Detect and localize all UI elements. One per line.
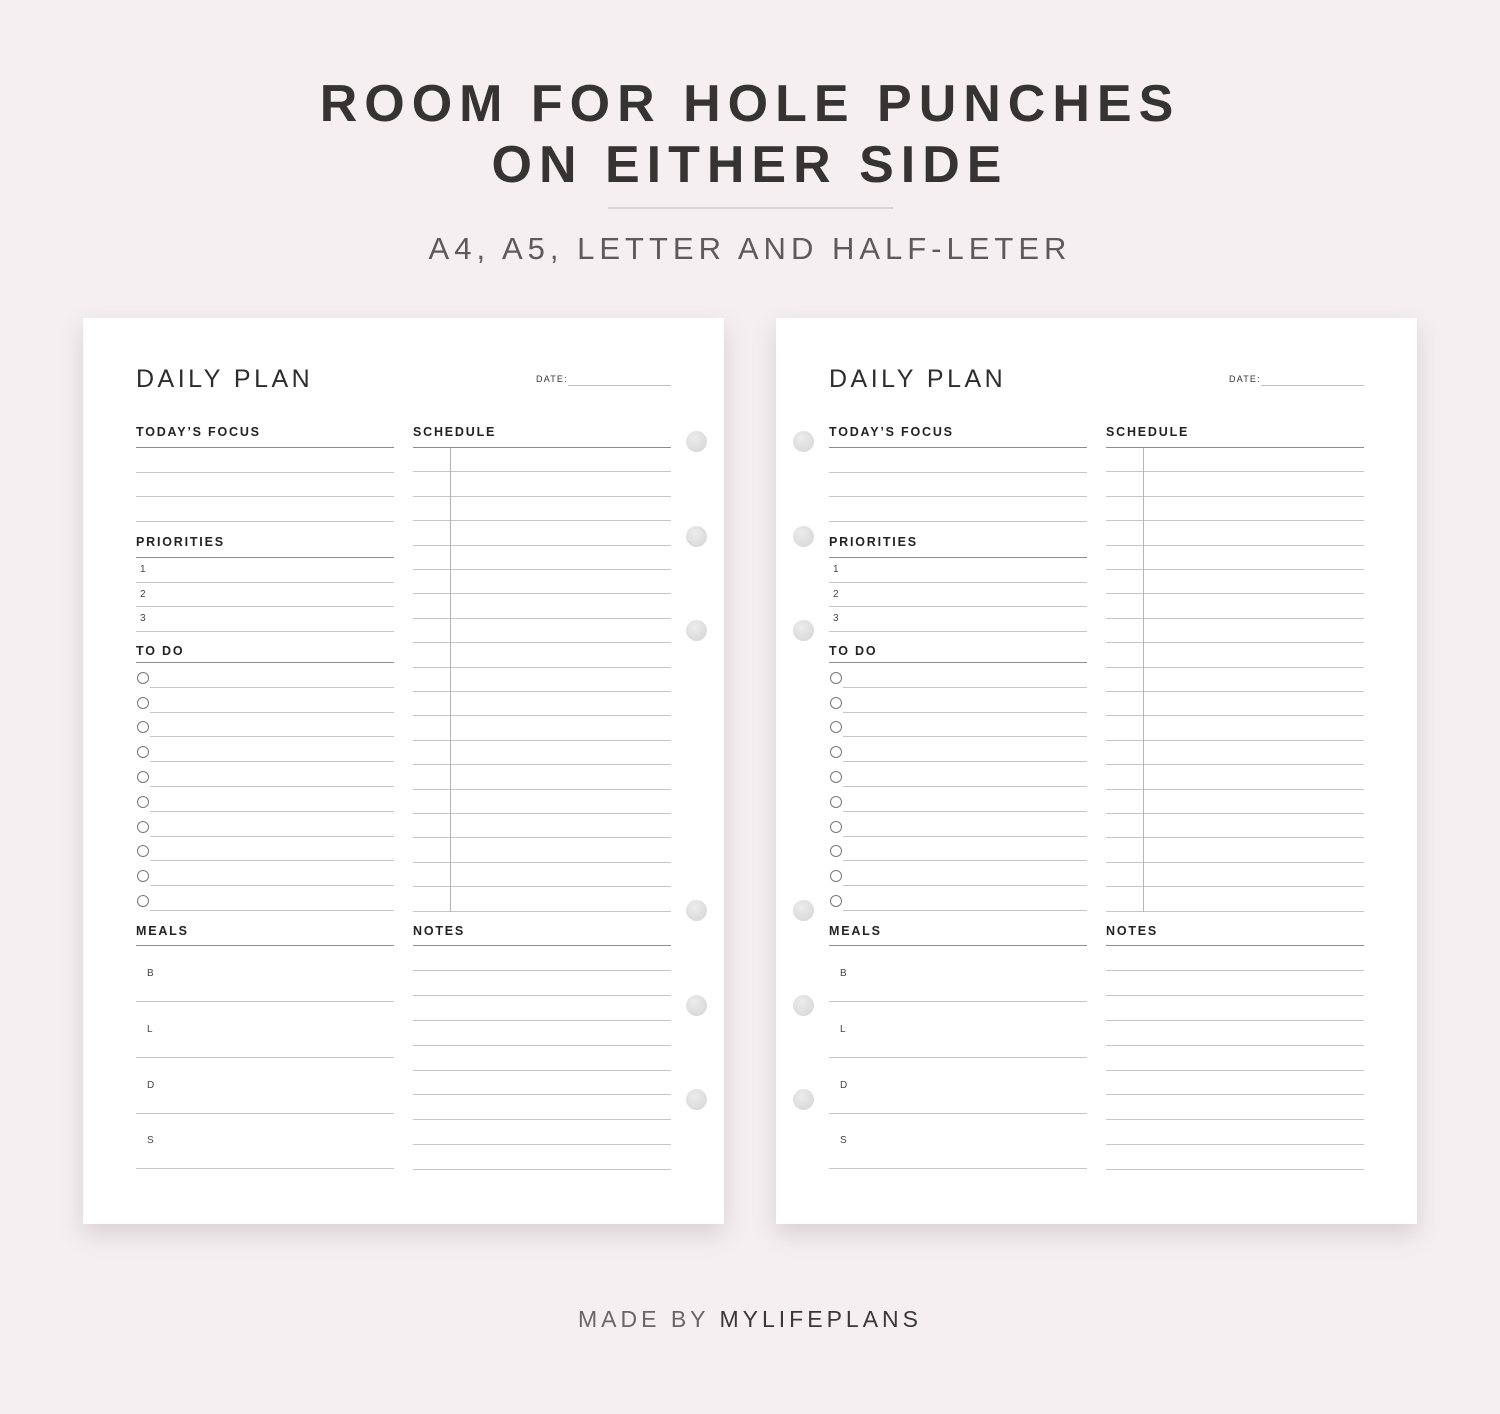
- todo-line: [843, 836, 1087, 837]
- credit: [0, 1306, 1500, 1333]
- todo-header-line: [136, 662, 394, 663]
- schedule-time-divider: [450, 448, 451, 912]
- section-label-schedule: SCHEDULE: [1106, 425, 1190, 439]
- schedule-line: [1106, 496, 1364, 497]
- schedule-line: [413, 862, 671, 863]
- schedule-line: [1106, 642, 1364, 643]
- schedule-line: [1106, 911, 1364, 912]
- date-line: [568, 385, 671, 386]
- schedule-line: [1106, 569, 1364, 570]
- notes-line: [413, 1169, 671, 1170]
- priorities-header-line: [136, 557, 394, 558]
- meal-line: [829, 1168, 1087, 1169]
- hole-punch-marker: [793, 995, 814, 1016]
- notes-line: [1106, 1119, 1364, 1120]
- hole-punch-marker: [793, 620, 814, 641]
- schedule-line: [413, 740, 671, 741]
- todo-line: [150, 786, 394, 787]
- todo-line: [150, 811, 394, 812]
- todo-line: [843, 736, 1087, 737]
- schedule-line: [1106, 862, 1364, 863]
- todo-checkbox[interactable]: [830, 870, 842, 882]
- schedule-line: [413, 471, 671, 472]
- notes-line: [413, 1119, 671, 1120]
- priority-number: 3: [833, 613, 839, 624]
- meals-header-line: [829, 945, 1087, 946]
- schedule-line: [413, 764, 671, 765]
- planner-sheet-right: [776, 318, 1417, 1224]
- section-label-notes: NOTES: [1106, 924, 1159, 938]
- todo-checkbox[interactable]: [137, 672, 149, 684]
- schedule-line: [413, 886, 671, 887]
- todo-line: [843, 687, 1087, 688]
- notes-line: [413, 1094, 671, 1095]
- todo-checkbox[interactable]: [137, 721, 149, 733]
- section-label-priorities: PRIORITIES: [829, 535, 918, 549]
- meal-line: [136, 1113, 394, 1114]
- schedule-line: [1106, 593, 1364, 594]
- hole-punch-marker: [793, 431, 814, 452]
- schedule-line: [413, 789, 671, 790]
- schedule-line: [413, 496, 671, 497]
- section-label-todo: TO DO: [829, 644, 878, 658]
- focus-header-line: [829, 447, 1087, 448]
- priority-line: [136, 631, 394, 632]
- schedule-line: [1106, 545, 1364, 546]
- notes-line: [413, 1144, 671, 1145]
- hole-punch-marker: [686, 1089, 707, 1110]
- meal-letter: D: [840, 1079, 849, 1091]
- todo-line: [843, 860, 1087, 861]
- section-label-todo: TO DO: [136, 644, 185, 658]
- notes-line: [413, 1020, 671, 1021]
- meal-line: [136, 1001, 394, 1002]
- notes-line: [413, 1070, 671, 1071]
- priority-line: [829, 606, 1087, 607]
- todo-line: [150, 761, 394, 762]
- notes-header-line: [1106, 945, 1364, 946]
- focus-header-line: [136, 447, 394, 448]
- meals-header-line: [136, 945, 394, 946]
- schedule-line: [413, 545, 671, 546]
- schedule-line: [1106, 886, 1364, 887]
- focus-line: [136, 496, 394, 497]
- notes-line: [1106, 1169, 1364, 1170]
- schedule-line: [413, 593, 671, 594]
- hole-punch-marker: [686, 431, 707, 452]
- notes-line: [1106, 1144, 1364, 1145]
- meal-letter: S: [147, 1135, 155, 1147]
- schedule-line: [413, 569, 671, 570]
- meal-line: [829, 1113, 1087, 1114]
- meal-letter: S: [840, 1135, 848, 1147]
- schedule-line: [413, 667, 671, 668]
- todo-checkbox[interactable]: [830, 721, 842, 733]
- hole-punch-marker: [686, 526, 707, 547]
- priority-line: [829, 631, 1087, 632]
- notes-line: [413, 970, 671, 971]
- todo-line: [843, 786, 1087, 787]
- focus-line: [829, 521, 1087, 522]
- section-label-focus: TODAY’S FOCUS: [829, 425, 954, 439]
- hole-punch-marker: [793, 900, 814, 921]
- date-line: [1261, 385, 1364, 386]
- meal-letter: D: [147, 1079, 156, 1091]
- section-label-priorities: PRIORITIES: [136, 535, 225, 549]
- schedule-line: [413, 691, 671, 692]
- headline-divider: [608, 207, 893, 209]
- todo-line: [843, 761, 1087, 762]
- schedule-line: [1106, 764, 1364, 765]
- section-label-focus: TODAY’S FOCUS: [136, 425, 261, 439]
- notes-header-line: [413, 945, 671, 946]
- todo-checkbox[interactable]: [830, 821, 842, 833]
- section-label-notes: NOTES: [413, 924, 466, 938]
- todo-line: [150, 885, 394, 886]
- priority-line: [136, 606, 394, 607]
- notes-line: [1106, 995, 1364, 996]
- todo-line: [150, 836, 394, 837]
- priority-number: 1: [833, 564, 839, 575]
- notes-line: [413, 1045, 671, 1046]
- todo-line: [150, 910, 394, 911]
- priority-number: 1: [140, 564, 146, 575]
- meal-letter: L: [147, 1023, 154, 1035]
- schedule-line: [1106, 715, 1364, 716]
- schedule-header-line: [1106, 447, 1364, 448]
- priority-line: [829, 582, 1087, 583]
- hole-punch-marker: [686, 900, 707, 921]
- todo-line: [150, 687, 394, 688]
- hole-punch-marker: [793, 1089, 814, 1110]
- todo-checkbox[interactable]: [137, 845, 149, 857]
- todo-line: [150, 712, 394, 713]
- schedule-line: [1106, 618, 1364, 619]
- notes-line: [1106, 1020, 1364, 1021]
- meal-line: [829, 1057, 1087, 1058]
- todo-checkbox[interactable]: [137, 796, 149, 808]
- priority-number: 2: [140, 588, 146, 600]
- focus-line: [136, 521, 394, 522]
- notes-line: [413, 995, 671, 996]
- meal-line: [136, 1057, 394, 1058]
- todo-line: [150, 860, 394, 861]
- schedule-line: [413, 911, 671, 912]
- meal-letter: B: [147, 968, 155, 979]
- schedule-line: [413, 618, 671, 619]
- headline: [0, 74, 1500, 196]
- meal-letter: L: [840, 1023, 847, 1035]
- hole-punch-marker: [793, 526, 814, 547]
- section-label-meals: MEALS: [829, 924, 882, 938]
- todo-checkbox[interactable]: [137, 895, 149, 907]
- todo-checkbox[interactable]: [137, 821, 149, 833]
- notes-line: [1106, 970, 1364, 971]
- notes-line: [1106, 1045, 1364, 1046]
- schedule-line: [413, 520, 671, 521]
- credit-prefix: MADE BY: [578, 1306, 720, 1332]
- todo-checkbox[interactable]: [137, 697, 149, 709]
- meal-line: [136, 1168, 394, 1169]
- todo-line: [843, 910, 1087, 911]
- credit-brand: MYLIFEPLANS: [719, 1306, 922, 1332]
- todo-checkbox[interactable]: [830, 771, 842, 783]
- schedule-line: [413, 642, 671, 643]
- schedule-line: [1106, 667, 1364, 668]
- meal-letter: B: [840, 968, 848, 979]
- schedule-line: [413, 813, 671, 814]
- focus-line: [829, 496, 1087, 497]
- daily-plan-title: DAILY PLAN: [829, 365, 1007, 393]
- todo-checkbox[interactable]: [830, 672, 842, 684]
- date-label: DATE:: [1229, 374, 1261, 384]
- headline-line-1: ROOM FOR HOLE PUNCHES: [319, 75, 1181, 133]
- todo-line: [843, 885, 1087, 886]
- schedule-header-line: [413, 447, 671, 448]
- todo-line: [843, 712, 1087, 713]
- todo-header-line: [829, 662, 1087, 663]
- schedule-time-divider: [1143, 448, 1144, 912]
- schedule-line: [1106, 691, 1364, 692]
- todo-checkbox[interactable]: [830, 697, 842, 709]
- section-label-schedule: SCHEDULE: [413, 425, 497, 439]
- schedule-line: [413, 715, 671, 716]
- schedule-line: [413, 837, 671, 838]
- todo-checkbox[interactable]: [830, 746, 842, 758]
- todo-checkbox[interactable]: [830, 845, 842, 857]
- date-label: DATE:: [536, 374, 568, 384]
- schedule-line: [1106, 813, 1364, 814]
- todo-checkbox[interactable]: [137, 870, 149, 882]
- todo-line: [843, 811, 1087, 812]
- todo-checkbox[interactable]: [830, 796, 842, 808]
- planner-sheet-left: [83, 318, 724, 1224]
- meal-line: [829, 1001, 1087, 1002]
- schedule-line: [1106, 789, 1364, 790]
- schedule-line: [1106, 837, 1364, 838]
- focus-line: [829, 472, 1087, 473]
- todo-checkbox[interactable]: [830, 895, 842, 907]
- priority-number: 2: [833, 588, 839, 600]
- focus-line: [136, 472, 394, 473]
- subtitle: A4, A5, LETTER AND HALF-LETER: [428, 231, 1072, 266]
- schedule-line: [1106, 471, 1364, 472]
- daily-plan-title: DAILY PLAN: [136, 365, 314, 393]
- todo-line: [150, 736, 394, 737]
- headline-line-2: ON EITHER SIDE: [491, 136, 1009, 194]
- priorities-header-line: [829, 557, 1087, 558]
- todo-checkbox[interactable]: [137, 746, 149, 758]
- notes-line: [1106, 1094, 1364, 1095]
- section-label-meals: MEALS: [136, 924, 189, 938]
- todo-checkbox[interactable]: [137, 771, 149, 783]
- schedule-line: [1106, 520, 1364, 521]
- hole-punch-marker: [686, 995, 707, 1016]
- priority-number: 3: [140, 613, 146, 624]
- notes-line: [1106, 1070, 1364, 1071]
- priority-line: [136, 582, 394, 583]
- hole-punch-marker: [686, 620, 707, 641]
- schedule-line: [1106, 740, 1364, 741]
